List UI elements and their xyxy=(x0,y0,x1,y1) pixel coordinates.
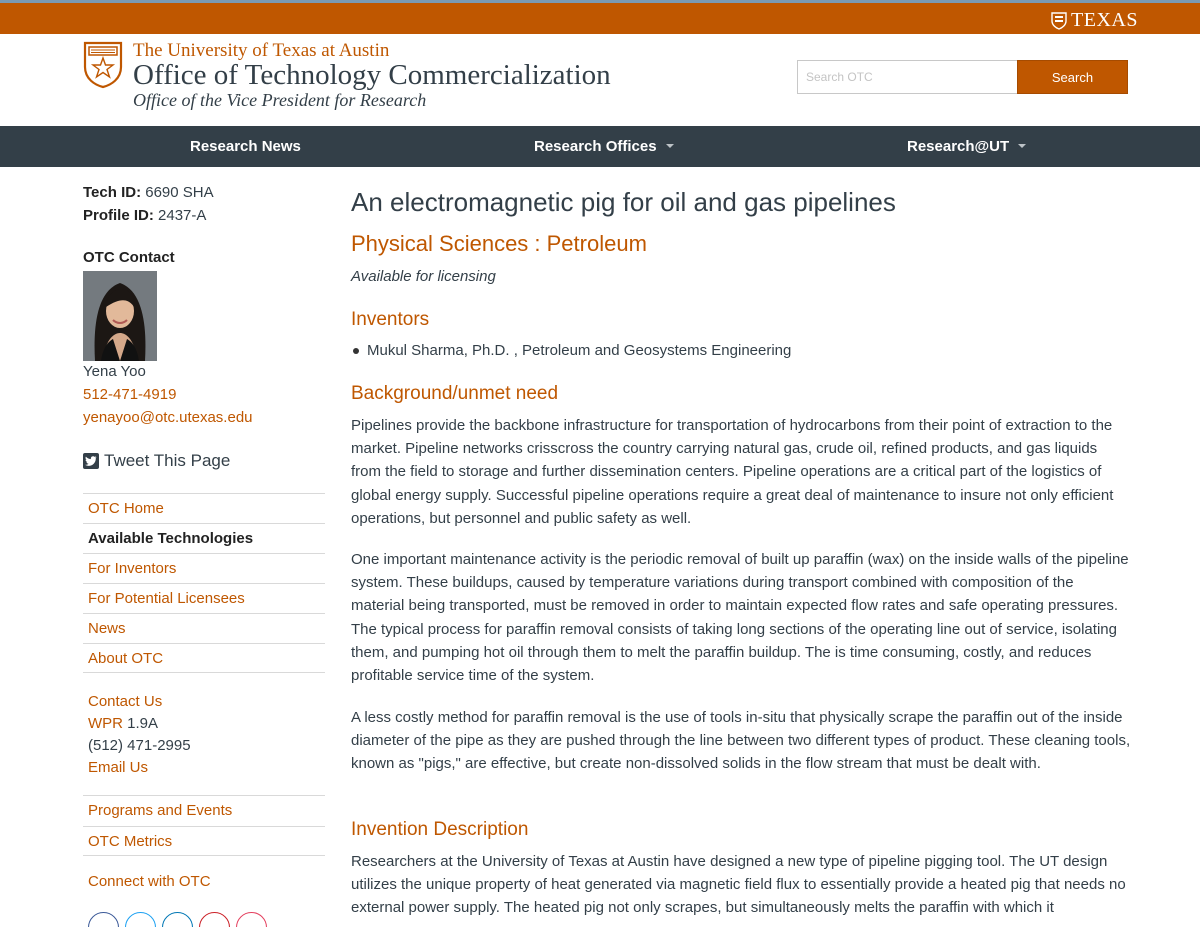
bullet-icon xyxy=(353,348,359,354)
sidebar-item-available-technologies[interactable]: Available Technologies xyxy=(83,523,325,553)
office-name[interactable]: Office of Technology Commercialization xyxy=(133,59,611,91)
office-location xyxy=(88,713,191,735)
university-name[interactable]: The University of Texas at Austin xyxy=(133,40,390,61)
main-nav xyxy=(0,126,1200,167)
contact-us-link[interactable]: Contact Us xyxy=(88,693,163,710)
ut-seal-icon[interactable] xyxy=(83,41,123,89)
contact-photo xyxy=(83,271,157,361)
invention-heading: Invention Description xyxy=(351,819,529,840)
inventor-list-item xyxy=(353,342,791,359)
category-title: Physical Sciences : Petroleum xyxy=(351,231,647,256)
background-paragraph-1: Pipelines provide the backbone infrastructure for transportation of hydrocarbons from their point of extraction to the market. Pipeline networks crisscross the country carrying natural gas, crude oil, refined products, and gas liquids from the field to storage and further dissemination centers. Pipeline operations are a critical part of the logistics of global energy supply. Successful pipeline operations require a great deal of maintenance to insure not only efficient operations, but personnel and public safety as well. xyxy=(351,417,1114,527)
sidebar-item-programs-events[interactable]: Programs and Events xyxy=(88,802,233,819)
profile-id xyxy=(83,204,214,227)
nav-research-news[interactable] xyxy=(190,126,301,167)
contact-phone-link[interactable]: 512-471-4919 xyxy=(83,386,177,403)
tweet-label: Tweet This Page xyxy=(104,451,231,470)
top-bar xyxy=(0,3,1200,34)
twitter-icon xyxy=(83,453,99,469)
contact-title: OTC Contact xyxy=(83,249,175,266)
inventor-name: Mukul Sharma, Ph.D. , Petroleum and Geosystems Engineering xyxy=(367,342,792,359)
texas-logo[interactable] xyxy=(1051,9,1138,32)
instagram-icon[interactable] xyxy=(236,912,267,927)
contact-name: Yena Yoo xyxy=(83,363,146,380)
contact-email-link[interactable]: yenayoo@otc.utexas.edu xyxy=(83,409,253,426)
availability-status: Available for licensing xyxy=(351,268,496,285)
tech-id xyxy=(83,181,214,204)
tech-id-label: Tech ID: xyxy=(83,184,142,201)
caret-down-icon xyxy=(1018,144,1026,148)
building-link[interactable]: WPR xyxy=(88,715,123,732)
sidebar-item-otc-metrics[interactable]: OTC Metrics xyxy=(83,826,325,856)
room-number: 1.9A xyxy=(127,715,159,732)
sidebar-item-news[interactable]: News xyxy=(83,613,325,643)
background-paragraph-3: A less costly method for paraffin removal is the use of tools in-situ that physically scrape the paraffin out of the inside diameter of the pipe as they are pushed through the line between two different types of product. These cleaning tools, known as "pigs," are effective, but create non-dissolved solids in the flow stream that must be dealt with. xyxy=(351,709,1131,773)
caret-down-icon xyxy=(666,144,674,148)
nav-research-at-ut[interactable] xyxy=(907,126,1026,167)
youtube-icon[interactable] xyxy=(199,912,230,927)
social-links xyxy=(88,912,267,927)
inventors-heading: Inventors xyxy=(351,309,430,330)
search-button[interactable]: Search xyxy=(1017,60,1128,94)
nav-label: Research@UT xyxy=(907,138,1010,155)
page-title: An electromagnetic pig for oil and gas pipelines xyxy=(351,187,896,217)
twitter-social-icon[interactable] xyxy=(125,912,156,927)
connect-with-otc: Connect with OTC xyxy=(88,873,211,890)
sidebar-item-for-potential-licensees[interactable]: For Potential Licensees xyxy=(83,583,325,613)
vp-office-name[interactable]: Office of the Vice President for Research xyxy=(133,90,427,110)
sidebar-menu xyxy=(83,493,325,673)
texas-label: TEXAS xyxy=(1071,9,1138,31)
tweet-page-link[interactable] xyxy=(83,451,230,471)
sidebar-item-otc-home[interactable]: OTC Home xyxy=(83,493,325,523)
background-paragraph-2: One important maintenance activity is the periodic removal of built up paraffin (wax) on the inside walls of the pipeline system. These buildups, caused by temperature variations during transport combined with composition of the material being transported, must be removed in order to maintain expected flow rates and safe operating pressures. The typical process for paraffin removal consists of taking long sections of the operating line out of service, isolating them, and pumping hot oil through them to melt the paraffin buildup. The is time consuming, costly, and reduces profitable service time of the system. xyxy=(351,551,1129,685)
nav-label: Research Offices xyxy=(534,138,657,155)
search-input[interactable] xyxy=(797,60,1018,94)
nav-label: Research News xyxy=(190,138,301,155)
tech-ids xyxy=(83,181,214,227)
shield-icon xyxy=(1051,12,1067,30)
background-heading: Background/unmet need xyxy=(351,383,559,404)
tech-id-value: 6690 SHA xyxy=(145,184,214,201)
invention-paragraph-1: Researchers at the University of Texas at Austin have designed a new type of pipeline pigging tool. The UT design utilizes the unique property of heat generated via magnetic field flux to essentially provide a heated pig that needs no external power supply. The heated pig not only scrapes, but simultaneously melts the paraffin with which it xyxy=(351,853,1126,917)
email-us-link[interactable]: Email Us xyxy=(88,759,149,776)
sidebar-item-about-otc[interactable]: About OTC xyxy=(83,643,325,673)
facebook-icon[interactable] xyxy=(88,912,119,927)
nav-research-offices[interactable] xyxy=(534,126,674,167)
profile-id-label: Profile ID: xyxy=(83,207,154,224)
contact-block xyxy=(88,691,191,779)
profile-id-value: 2437-A xyxy=(158,207,207,224)
sidebar-secondary-menu xyxy=(83,796,325,856)
site-header xyxy=(0,34,1200,126)
office-phone: (512) 471-2995 xyxy=(88,737,191,754)
linkedin-icon[interactable] xyxy=(162,912,193,927)
sidebar-item-for-inventors[interactable]: For Inventors xyxy=(83,553,325,583)
